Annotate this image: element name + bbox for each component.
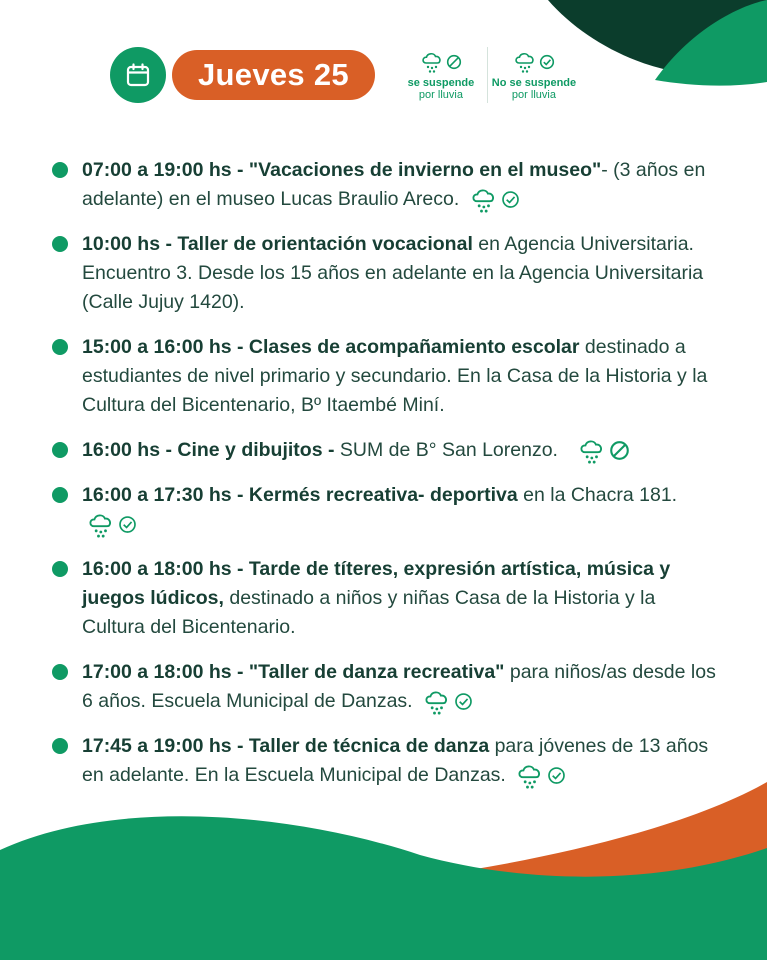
bullet-dot — [52, 162, 68, 178]
calendar-icon — [124, 61, 152, 89]
status-no-se-suspende — [86, 511, 137, 539]
event-title: 16:00 a 18:00 hs - Tarde de títeres, expresión artística, música y juegos lúdicos, — [82, 558, 671, 609]
event-item — [52, 658, 722, 716]
bullet-dot — [52, 442, 68, 458]
status-no-se-suspende — [422, 688, 473, 716]
header — [110, 46, 577, 104]
event-title: 16:00 hs - Cine y dibujitos - — [82, 439, 335, 461]
status-se-suspende — [577, 437, 630, 465]
bullet-dot — [52, 339, 68, 355]
event-item — [52, 732, 722, 790]
status-no-se-suspende — [469, 186, 520, 214]
calendar-badge — [110, 47, 166, 103]
event-item — [52, 436, 722, 465]
event-title: 10:00 hs - Taller de orientación vocacional — [82, 233, 473, 255]
check-circle-icon — [454, 692, 473, 711]
bullet-dot — [52, 487, 68, 503]
event-title: 17:00 a 18:00 hs - "Taller de danza recreativa" — [82, 661, 505, 683]
check-circle-icon — [547, 766, 566, 785]
event-description: SUM de B° San Lorenzo. — [334, 439, 558, 461]
rain-legend — [405, 47, 577, 103]
event-item — [52, 156, 722, 214]
bullet-dot — [52, 236, 68, 252]
event-description: en Agencia Universitaria. Encuentro 3. Desde los 15 años en adelante en la Agencia Universitaria (Calle Jujuy 1420). — [82, 233, 704, 313]
event-title: 07:00 a 19:00 hs - "Vacaciones de invierno en el museo" — [82, 159, 602, 181]
rain-cloud-icon — [513, 50, 539, 74]
rain-cloud-icon — [422, 688, 454, 716]
legend-title: se suspende — [407, 77, 475, 89]
event-item — [52, 481, 722, 539]
event-title: 15:00 a 16:00 hs - Clases de acompañamiento escolar — [82, 336, 580, 358]
event-description: para jóvenes de 13 años en adelante. En la Escuela Municipal de Danzas. — [82, 735, 709, 786]
rain-cloud-icon — [515, 762, 547, 790]
event-item — [52, 555, 722, 642]
bullet-dot — [52, 561, 68, 577]
bullet-dot — [52, 664, 68, 680]
check-circle-icon — [118, 515, 137, 534]
event-description: - (3 años en adelante) en el museo Lucas Braulio Areco. — [82, 159, 706, 210]
day-label: Jueves 25 — [172, 50, 375, 100]
event-title: 16:00 a 17:30 hs - Kermés recreativa- deportiva — [82, 484, 518, 506]
rain-cloud-icon — [469, 186, 501, 214]
prohibited-icon — [446, 54, 462, 70]
legend-no-se-suspende — [491, 49, 577, 101]
event-description: destinado a estudiantes de nivel primario y secundario. En la Casa de la Historia y la Cultura del Bicentenario, Bº Itaembé Miní. — [82, 336, 708, 416]
bullet-dot — [52, 738, 68, 754]
event-item — [52, 230, 722, 317]
legend-subtitle: por lluvia — [418, 89, 463, 101]
event-description: destinado a niños y niñas Casa de la Historia y la Cultura del Bicentenario. — [82, 587, 656, 638]
check-circle-icon — [501, 190, 520, 209]
event-description: para niños/as desde los 6 años. Escuela Municipal de Danzas. — [82, 661, 716, 712]
event-title: 17:45 a 19:00 hs - Taller de técnica de danza — [82, 735, 490, 757]
rain-cloud-icon — [577, 437, 609, 465]
rain-cloud-icon — [86, 511, 118, 539]
legend-se-suspende — [405, 49, 477, 101]
event-list — [52, 156, 722, 806]
legend-title: No se suspende — [491, 77, 577, 89]
status-no-se-suspende — [515, 762, 566, 790]
rain-cloud-icon — [420, 50, 446, 74]
check-circle-icon — [539, 54, 555, 70]
prohibited-icon — [609, 440, 630, 461]
legend-divider — [487, 47, 488, 103]
event-description: en la Chacra 181. — [517, 484, 678, 506]
event-item — [52, 333, 722, 420]
legend-subtitle: por lluvia — [511, 89, 556, 101]
